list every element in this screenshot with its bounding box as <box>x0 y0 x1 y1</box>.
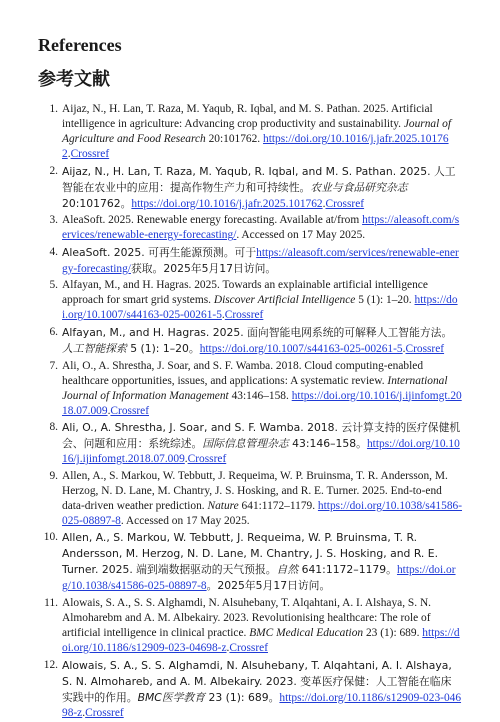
reference-text: Ali, O., A. Shrestha, J. Soar, and S. F. Wamba. 2018. 云计算支持的医疗保健机会、问题和应用：系统综述。 <box>62 421 461 451</box>
reference-volume: 23 (1): 689. <box>363 626 423 639</box>
reference-text: Allen, A., S. Markou, W. Tebbutt, J. Requeima, W. P. Bruinsma, T. R. Andersson, M. Herzog, N. D. Lane, M. Chantry, J. S. Hosking, and R. E. Turner. 2025. End-to-end data-driven weather prediction. <box>62 469 448 512</box>
crossref-link[interactable]: Crossref <box>325 197 365 210</box>
url-link[interactable]: https://aleasoft.com/services/renewable-energy-forecasting/ <box>62 214 460 242</box>
reference-text: Alfayan, M., and H. Hagras. 2025. 面向智能电网系统的可解释人工智能方法。 <box>62 325 453 339</box>
reference-item-8: 8. Ali, O., A. Shrestha, J. Soar, and S. F. Wamba. 2018. 云计算支持的医疗保健机会、问题和应用：系统综述。国际信息管理杂志 43:146–158。https://doi.org/10.1016/j.ijinfomgt.2018.07.009.Crossref <box>38 420 462 467</box>
references-heading: References <box>38 35 122 55</box>
reference-item-4 <box>38 245 462 277</box>
reference-volume: 641:1172–1179。 <box>298 563 397 577</box>
reference-text: Ali, O., A. Shrestha, J. Soar, and S. F. Wamba. 2018. Cloud computing-enabled healthcare opportunities, issues, and applications: A systematic review. <box>62 359 424 387</box>
reference-number: 2. <box>49 164 58 177</box>
reference-number: 11. <box>44 596 58 609</box>
reference-number: 9. <box>49 469 58 482</box>
reference-item-12: 12. Alowais, S. A., S. S. Alghamdi, N. Alsuhebany, T. Alqahtani, A. I. Alshaya, S. N. Almohareb, and A. M. Albekairy. 2023. 变革医疗保健：人工智能在临床实践中的作用。BMC医学教育 23 (1): 689。https://doi.org/10.1186/s12909-023-04698-z.Crossref <box>38 658 462 721</box>
references-heading-chinese: 参考文献 <box>38 69 110 90</box>
reference-text: AleaSoft. 2025. Renewable energy forecasting. Available at/from <box>62 214 363 227</box>
reference-volume: 20:101762. <box>205 133 264 145</box>
reference-item-5: 5. Alfayan, M., and H. Hagras. 2025. Towards an explainable artificial intelligence approach for smart grid systems. Discover Artificial Intelligence 5 (1): 1–20. https://doi.org/10.1007/s44163-025-00261-5.Crossref <box>38 278 462 323</box>
reference-item-2: 2. Aijaz, N., H. Lan, T. Raza, M. Yaqub, R. Iqbal, and M. S. Pathan. 2025. 人工智能在农业中的应用：提高作物生产力和可持续性。农业与食品研究杂志 20:101762。https://doi.org/10.1016/j.jafr.2025.101762.Crossref <box>38 164 462 212</box>
journal-name: 人工智能探索 <box>62 341 127 355</box>
reference-access-note: . Accessed on 17 May 2025. <box>236 229 366 242</box>
doi-link[interactable]: https://doi.org/10.1016/j.jafr.2025.101762 <box>131 197 323 210</box>
journal-name: 自然 <box>276 563 299 577</box>
reference-item-9 <box>38 469 462 529</box>
crossref-link[interactable]: Crossref <box>110 404 150 417</box>
reference-text: Alowais, S. A., S. S. Alghamdi, N. Alsuhebany, T. Alqahtani, A. I. Alshaya, S. N. Almoharebm and A. M. Albekairy. 2023. Revolutionising healthcare: The role of artificial intelligence in clinical practice. <box>62 596 432 639</box>
doi-link[interactable]: https://doi.org/10.1186/s12909-023-04698-z <box>62 691 462 719</box>
reference-number: 6. <box>49 325 58 338</box>
reference-number: 12. <box>43 658 58 671</box>
reference-access-note: . Accessed on 17 May 2025. <box>120 514 250 527</box>
reference-item-10 <box>38 530 462 594</box>
crossref-link[interactable]: Crossref <box>224 309 264 322</box>
reference-volume: 5 (1): 1–20. <box>355 294 415 307</box>
reference-number: 10. <box>43 531 58 544</box>
reference-item-3 <box>38 213 462 243</box>
reference-volume: 20:101762。 <box>62 196 132 210</box>
reference-volume: 23 (1): 689。 <box>205 690 280 704</box>
reference-number: 1. <box>49 103 58 115</box>
reference-number: 5. <box>49 279 58 292</box>
reference-text: Aijaz, N., H. Lan, T. Raza, M. Yaqub, R. Iqbal, and M. S. Pathan. 2025. 人工智能在农业中的应用：提高作物生产力和可持续性。 <box>62 164 456 194</box>
reference-text: Allen, A., S. Markou, W. Tebbutt, J. Requeima, W. P. Bruinsma, T. R. Andersson, M. Herzog, N. D. Lane, M. Chantry, J. S. Hosking, and R. E. Turner. 2025. 端到端数据驱动的天气预报。 <box>62 531 439 577</box>
crossref-link[interactable]: Crossref <box>70 148 110 160</box>
doi-link[interactable]: https://doi.org/10.1038/s41586-025-08897-8 <box>62 499 463 527</box>
reference-number: 8. <box>49 421 58 434</box>
reference-volume: 43:146–158。 <box>288 437 367 451</box>
url-link[interactable]: https://aleasoft.com/services/renewable-energy-forecasting/ <box>62 246 459 275</box>
reference-volume: 641:1172–1179. <box>238 499 318 512</box>
crossref-link[interactable]: Crossref <box>229 641 268 654</box>
journal-name: Nature <box>207 499 239 512</box>
reference-text: AleaSoft. 2025. 可再生能源预测。可于 <box>62 245 257 259</box>
reference-access-note: 。2025年5月17日访问。 <box>206 579 331 593</box>
crossref-link[interactable]: Crossref <box>405 342 445 355</box>
reference-number: 7. <box>49 359 58 372</box>
reference-item-1: 1. Aijaz, N., H. Lan, T. Raza, M. Yaqub, R. Iqbal, and M. S. Pathan. 2025. Artificial intelligence in agriculture: Advancing crop productivity and sustainability. Journal of Agriculture and Food Research 20:101762. https://doi.org/10.1016/j.jafr.2025.101762.Crossref <box>38 102 462 162</box>
reference-item-11: 11. Alowais, S. A., S. S. Alghamdi, N. Alsuhebany, T. Alqahtani, A. I. Alshaya, S. N. Almoharebm and A. M. Albekairy. 2023. Revolutionising healthcare: The role of artificial intelligence in clinical practice. BMC Medical Education 23 (1): 689. https://doi.org/10.1186/s12909-023-04698-z.Crossref <box>38 596 462 656</box>
references-page <box>38 34 462 722</box>
doi-link[interactable]: https://doi.org/10.1007/s44163-025-00261-5 <box>62 294 458 322</box>
doi-link[interactable]: https://doi.org/10.1016/j.jafr.2025.101762 <box>62 133 449 160</box>
reference-text: Alfayan, M., and H. Hagras. 2025. Towards an explainable artificial intelligence approach for smart grid systems. <box>62 279 428 307</box>
crossref-link[interactable]: Crossref <box>85 706 124 719</box>
reference-access-note: 获取。2025年5月17日访问。 <box>130 261 277 275</box>
reference-text: Aijaz, N., H. Lan, T. Raza, M. Yaqub, R. Iqbal, and M. S. Pathan. 2025. Artificial intelligence in agriculture: Advancing crop productivity and sustainability. <box>62 103 433 130</box>
doi-link[interactable]: https://doi.org/10.1007/s44163-025-00261-5 <box>199 342 403 355</box>
crossref-link[interactable]: Crossref <box>187 453 227 466</box>
journal-name: Journal of Agriculture and Food Research <box>62 118 451 145</box>
reference-item-6: 6. Alfayan, M., and H. Hagras. 2025. 面向智能电网系统的可解释人工智能方法。人工智能探索 5 (1): 1–20。https://doi.org/10.1007/s44163-025-00261-5.Crossref <box>38 325 462 357</box>
journal-name: BMC Medical Education <box>249 626 364 639</box>
reference-item-7: 7. Ali, O., A. Shrestha, J. Soar, and S. F. Wamba. 2018. Cloud computing-enabled healthcare opportunities, issues, and applications: A systematic review. International Journal of Information Management 43:146–158. https://doi.org/10.1016/j.ijinfomgt.2018.07.009.Crossref <box>38 359 462 419</box>
doi-link[interactable]: https://doi.org/10.1016/j.ijinfomgt.2018.07.009 <box>62 438 460 466</box>
journal-name: 国际信息管理杂志 <box>202 437 289 451</box>
reference-number: 3. <box>49 214 58 227</box>
reference-list <box>38 102 462 721</box>
reference-text: Alowais, S. A., S. S. Alghamdi, N. Alsuhebany, T. Alqahtani, A. I. Alshaya, S. N. Almohareb, and A. M. Albekairy. 2023. 变革医疗保健：人工智能在临床实践中的作用。 <box>62 658 452 704</box>
journal-name: 农业与食品研究杂志 <box>310 180 408 194</box>
reference-volume: 43:146–158. <box>228 389 292 402</box>
journal-name: Discover Artificial Intelligence <box>213 294 356 307</box>
doi-link[interactable]: https://doi.org/10.1016/j.ijinfomgt.2018.07.009 <box>62 389 462 417</box>
journal-name: International Journal of Information Management <box>62 374 448 402</box>
doi-link[interactable]: https://doi.org/10.1186/s12909-023-04698-z <box>62 626 460 654</box>
journal-name: BMC医学教育 <box>137 690 206 704</box>
reference-volume: 5 (1): 1–20。 <box>126 341 200 355</box>
doi-link[interactable]: https://doi.org/10.1038/s41586-025-08897-8 <box>62 564 456 593</box>
reference-number: 4. <box>49 245 58 258</box>
